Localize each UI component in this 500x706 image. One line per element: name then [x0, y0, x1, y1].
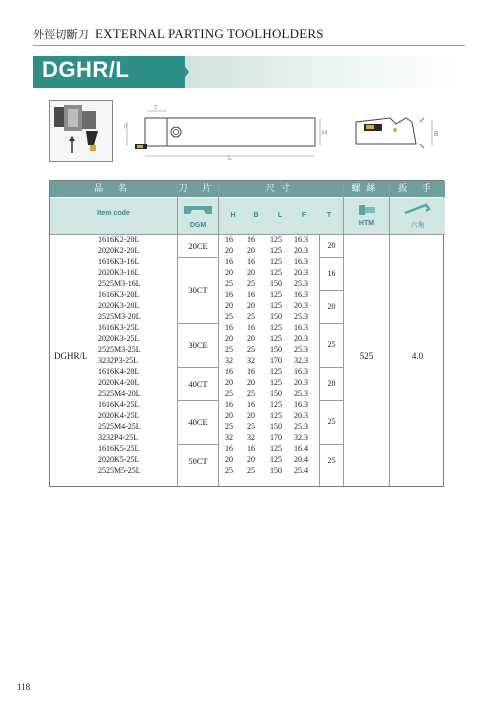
dim-f-cell: 16.3: [294, 400, 308, 409]
grid-line: [177, 181, 178, 486]
dim-h-cell: 20: [225, 246, 233, 255]
col-header-dims: 尺寸: [219, 181, 343, 197]
dim-l-cell: 125: [270, 301, 282, 310]
dim-l-cell: 150: [270, 422, 282, 431]
dim-l-cell: 170: [270, 356, 282, 365]
col-header-item: 品 名: [50, 181, 177, 197]
dim-b-cell: 16: [247, 367, 255, 376]
dim-f-cell: 20.3: [294, 268, 308, 277]
dim-l-cell: 125: [270, 400, 282, 409]
dim-t-cell: 20: [327, 301, 336, 311]
grid-line: [320, 367, 343, 368]
dim-h-cell: 20: [225, 301, 233, 310]
dimension-diagram: [115, 100, 331, 162]
dim-h-cell: 16: [225, 323, 233, 332]
insert-cell: 20CE: [188, 241, 208, 251]
item-code-cell: 2020K2-20L: [98, 246, 140, 255]
banner-arrow: [177, 56, 189, 88]
series-label: DGHR/L: [54, 351, 88, 361]
item-code-cell: 2020K3-20L: [98, 301, 140, 310]
grid-line: [320, 444, 343, 445]
dim-l-cell: 125: [270, 235, 282, 244]
grid-line: [320, 323, 343, 324]
item-code-cell: 2525M3-25L: [98, 345, 141, 354]
dim-b-cell: 20: [247, 301, 255, 310]
dim-f-cell: 16.3: [294, 257, 308, 266]
subheader-screw: [344, 198, 389, 234]
insert-cell: 40CT: [188, 378, 208, 389]
item-code-cell: 2525M3-20L: [98, 312, 141, 321]
title-english: EXTERNAL PARTING TOOLHOLDERS: [95, 26, 324, 41]
banner-gradient: [185, 56, 453, 88]
item-code-cell: 2525M4-25L: [98, 422, 141, 431]
dim-h-cell: 20: [225, 268, 233, 277]
col-header-wrench: 扳 手: [390, 181, 445, 197]
wrench-value: 4.0: [411, 351, 424, 361]
item-code-cell: 3232P3-25L: [98, 356, 138, 365]
dim-h-cell: 32: [225, 433, 233, 442]
dim-b-cell: 25: [247, 312, 255, 321]
dim-l-cell: 150: [270, 466, 282, 475]
toolholder-photo-icon: [50, 101, 112, 161]
wrench-code-label: 六角: [410, 221, 425, 229]
dim-b-cell: 32: [247, 356, 255, 365]
grid-line: [218, 181, 219, 486]
col-header-screw: 螺絲: [344, 181, 389, 197]
dim-l-cell: 125: [270, 411, 282, 420]
product-photo: [49, 100, 113, 162]
grid-line: [343, 181, 344, 486]
dim-b-cell: 16: [247, 323, 255, 332]
grid-line: [320, 257, 343, 258]
dim-h-cell: 32: [225, 356, 233, 365]
dim-l-cell: 125: [270, 246, 282, 255]
item-code-cell: 1616K3-20L: [98, 290, 140, 299]
dim-l-cell: 150: [270, 389, 282, 398]
dim-f-cell: 32.3: [294, 433, 308, 442]
title-chinese: 外徑切斷刀: [33, 28, 89, 41]
screw-code-label: HTM: [358, 220, 375, 227]
grid-line: [178, 400, 218, 401]
dim-f-cell: 25.3: [294, 345, 308, 354]
dim-l-cell: 125: [270, 334, 282, 343]
diagram-label-t: T: [154, 106, 158, 112]
insert-cell: 30CE: [188, 340, 208, 350]
dim-f-cell: 25.3: [294, 422, 308, 431]
dim-b-cell: 25: [247, 466, 255, 475]
subheader-wrench: [390, 198, 445, 234]
diagram-label-l: L: [228, 155, 232, 162]
dim-h-cell: 25: [225, 312, 233, 321]
dim-l-cell: 125: [270, 290, 282, 299]
dim-t-cell: 20: [327, 241, 336, 250]
dim-h-cell: 25: [225, 422, 233, 431]
dim-l-cell: 150: [270, 345, 282, 354]
item-code-cell: 2020K5-25L: [98, 455, 140, 464]
insert-cell: 50CT: [188, 455, 208, 466]
dim-f-cell: 32.3: [294, 356, 308, 365]
dim-l-cell: 125: [270, 378, 282, 387]
grid-line: [178, 257, 218, 258]
grid-line: [178, 367, 218, 368]
item-code-cell: 2020K4-25L: [98, 411, 140, 420]
dim-l-cell: 170: [270, 433, 282, 442]
dim-t-cell: 25: [327, 417, 336, 426]
insert-code-label: DGM: [189, 222, 207, 229]
dim-b-cell: 20: [247, 455, 255, 464]
diagram-label-h: H: [322, 130, 328, 137]
dim-h-cell: 25: [225, 279, 233, 288]
dim-h-cell: 25: [225, 345, 233, 354]
side-view-diagram: [350, 100, 440, 162]
insert-cell: 30CT: [188, 285, 208, 295]
dim-f-cell: 16.3: [294, 323, 308, 332]
item-code-cell: 1616K5-25L: [98, 444, 140, 453]
dim-l-cell: 150: [270, 279, 282, 288]
dim-h-cell: 20: [225, 378, 233, 387]
hex-wrench-icon: [390, 201, 445, 217]
dim-label-l: L: [277, 212, 283, 219]
dim-b-cell: 20: [247, 411, 255, 420]
subheader-dims: [219, 198, 343, 234]
dim-t-cell: 25: [327, 340, 336, 349]
item-code-cell: 2525M4-20L: [98, 389, 141, 398]
dim-f-cell: 16.4: [294, 444, 308, 453]
item-code-cell: 2020K4-20L: [98, 378, 140, 387]
item-code-cell: 2525M3-16L: [98, 279, 141, 288]
dim-f-cell: 25.4: [294, 466, 308, 475]
dim-h-cell: 16: [225, 290, 233, 299]
item-code-cell: 2020K3-16L: [98, 268, 140, 277]
dim-l-cell: 125: [270, 323, 282, 332]
screw-icon: [344, 202, 389, 218]
dim-f-cell: 20.3: [294, 246, 308, 255]
dim-l-cell: 125: [270, 455, 282, 464]
page-number: 118: [17, 682, 31, 692]
dim-h-cell: 16: [225, 257, 233, 266]
item-code-label: Item code: [97, 210, 130, 217]
dim-f-cell: 16.3: [294, 290, 308, 299]
dim-h-cell: 25: [225, 389, 233, 398]
dim-f-cell: 25.3: [294, 389, 308, 398]
dim-label-t: T: [326, 212, 332, 219]
item-code-cell: 1616K3-16L: [98, 257, 140, 266]
dim-label-f: F: [301, 212, 307, 219]
dim-f-cell: 25.3: [294, 312, 308, 321]
dim-h-cell: 16: [225, 400, 233, 409]
dim-label-h: H: [230, 212, 236, 219]
dim-b-cell: 16: [247, 257, 255, 266]
item-code-cell: 1616K2-20L: [98, 235, 140, 244]
dim-b-cell: 25: [247, 345, 255, 354]
dim-b-cell: 25: [247, 389, 255, 398]
dim-l-cell: 125: [270, 268, 282, 277]
spec-table: [49, 180, 444, 487]
dim-f-cell: 20.3: [294, 411, 308, 420]
dim-h-cell: 16: [225, 235, 233, 244]
item-code-cell: 3232P4-25L: [98, 433, 138, 442]
dim-l-cell: 150: [270, 312, 282, 321]
dim-t-cell: 25: [327, 455, 336, 465]
dim-b-cell: 16: [247, 400, 255, 409]
dim-b-cell: 25: [247, 422, 255, 431]
dim-f-cell: 25.3: [294, 279, 308, 288]
item-code-cell: 1616K3-25L: [98, 323, 140, 332]
diagram-label-f: F: [124, 125, 128, 131]
dim-h-cell: 20: [225, 334, 233, 343]
dim-f-cell: 16.3: [294, 235, 308, 244]
dim-b-cell: 32: [247, 433, 255, 442]
grid-line: [178, 444, 218, 445]
dim-label-b: B: [253, 212, 259, 219]
dim-b-cell: 20: [247, 246, 255, 255]
grid-line: [320, 400, 343, 401]
dim-b-cell: 20: [247, 378, 255, 387]
dim-t-cell: 20: [327, 378, 336, 388]
item-code-cell: 1616K4-20L: [98, 367, 140, 376]
item-code-cell: 1616K4-25L: [98, 400, 140, 409]
dim-b-cell: 20: [247, 334, 255, 343]
dim-h-cell: 16: [225, 367, 233, 376]
product-series-title: DGHR/L: [42, 57, 130, 82]
col-header-insert: 刀 片: [178, 181, 218, 197]
dim-f-cell: 20.3: [294, 301, 308, 310]
dim-t-cell: 16: [327, 268, 336, 278]
dim-f-cell: 20.3: [294, 378, 308, 387]
grid-line: [178, 323, 218, 324]
item-code-cell: 2525M5-25L: [98, 466, 141, 475]
item-code-cell: 2020K3-25L: [98, 334, 140, 343]
dim-h-cell: 25: [225, 466, 233, 475]
dim-b-cell: 20: [247, 268, 255, 277]
header-divider: [33, 45, 465, 46]
dim-b-cell: 25: [247, 279, 255, 288]
subheader-item-code: [50, 198, 177, 234]
dim-h-cell: 20: [225, 455, 233, 464]
page-header-title: [33, 26, 324, 42]
insert-cell: 40CE: [188, 417, 208, 427]
dim-l-cell: 125: [270, 444, 282, 453]
diagram-label-b: B: [434, 131, 439, 138]
dim-f-cell: 20.3: [294, 334, 308, 343]
dim-f-cell: 20.4: [294, 455, 308, 464]
screw-value: 525: [359, 351, 374, 361]
dim-l-cell: 125: [270, 257, 282, 266]
dim-b-cell: 16: [247, 235, 255, 244]
dim-h-cell: 20: [225, 411, 233, 420]
dim-l-cell: 125: [270, 367, 282, 376]
dim-b-cell: 16: [247, 444, 255, 453]
dim-f-cell: 16.3: [294, 367, 308, 376]
grid-line: [320, 290, 343, 291]
dim-b-cell: 16: [247, 290, 255, 299]
dim-h-cell: 16: [225, 444, 233, 453]
grid-line: [389, 181, 390, 486]
